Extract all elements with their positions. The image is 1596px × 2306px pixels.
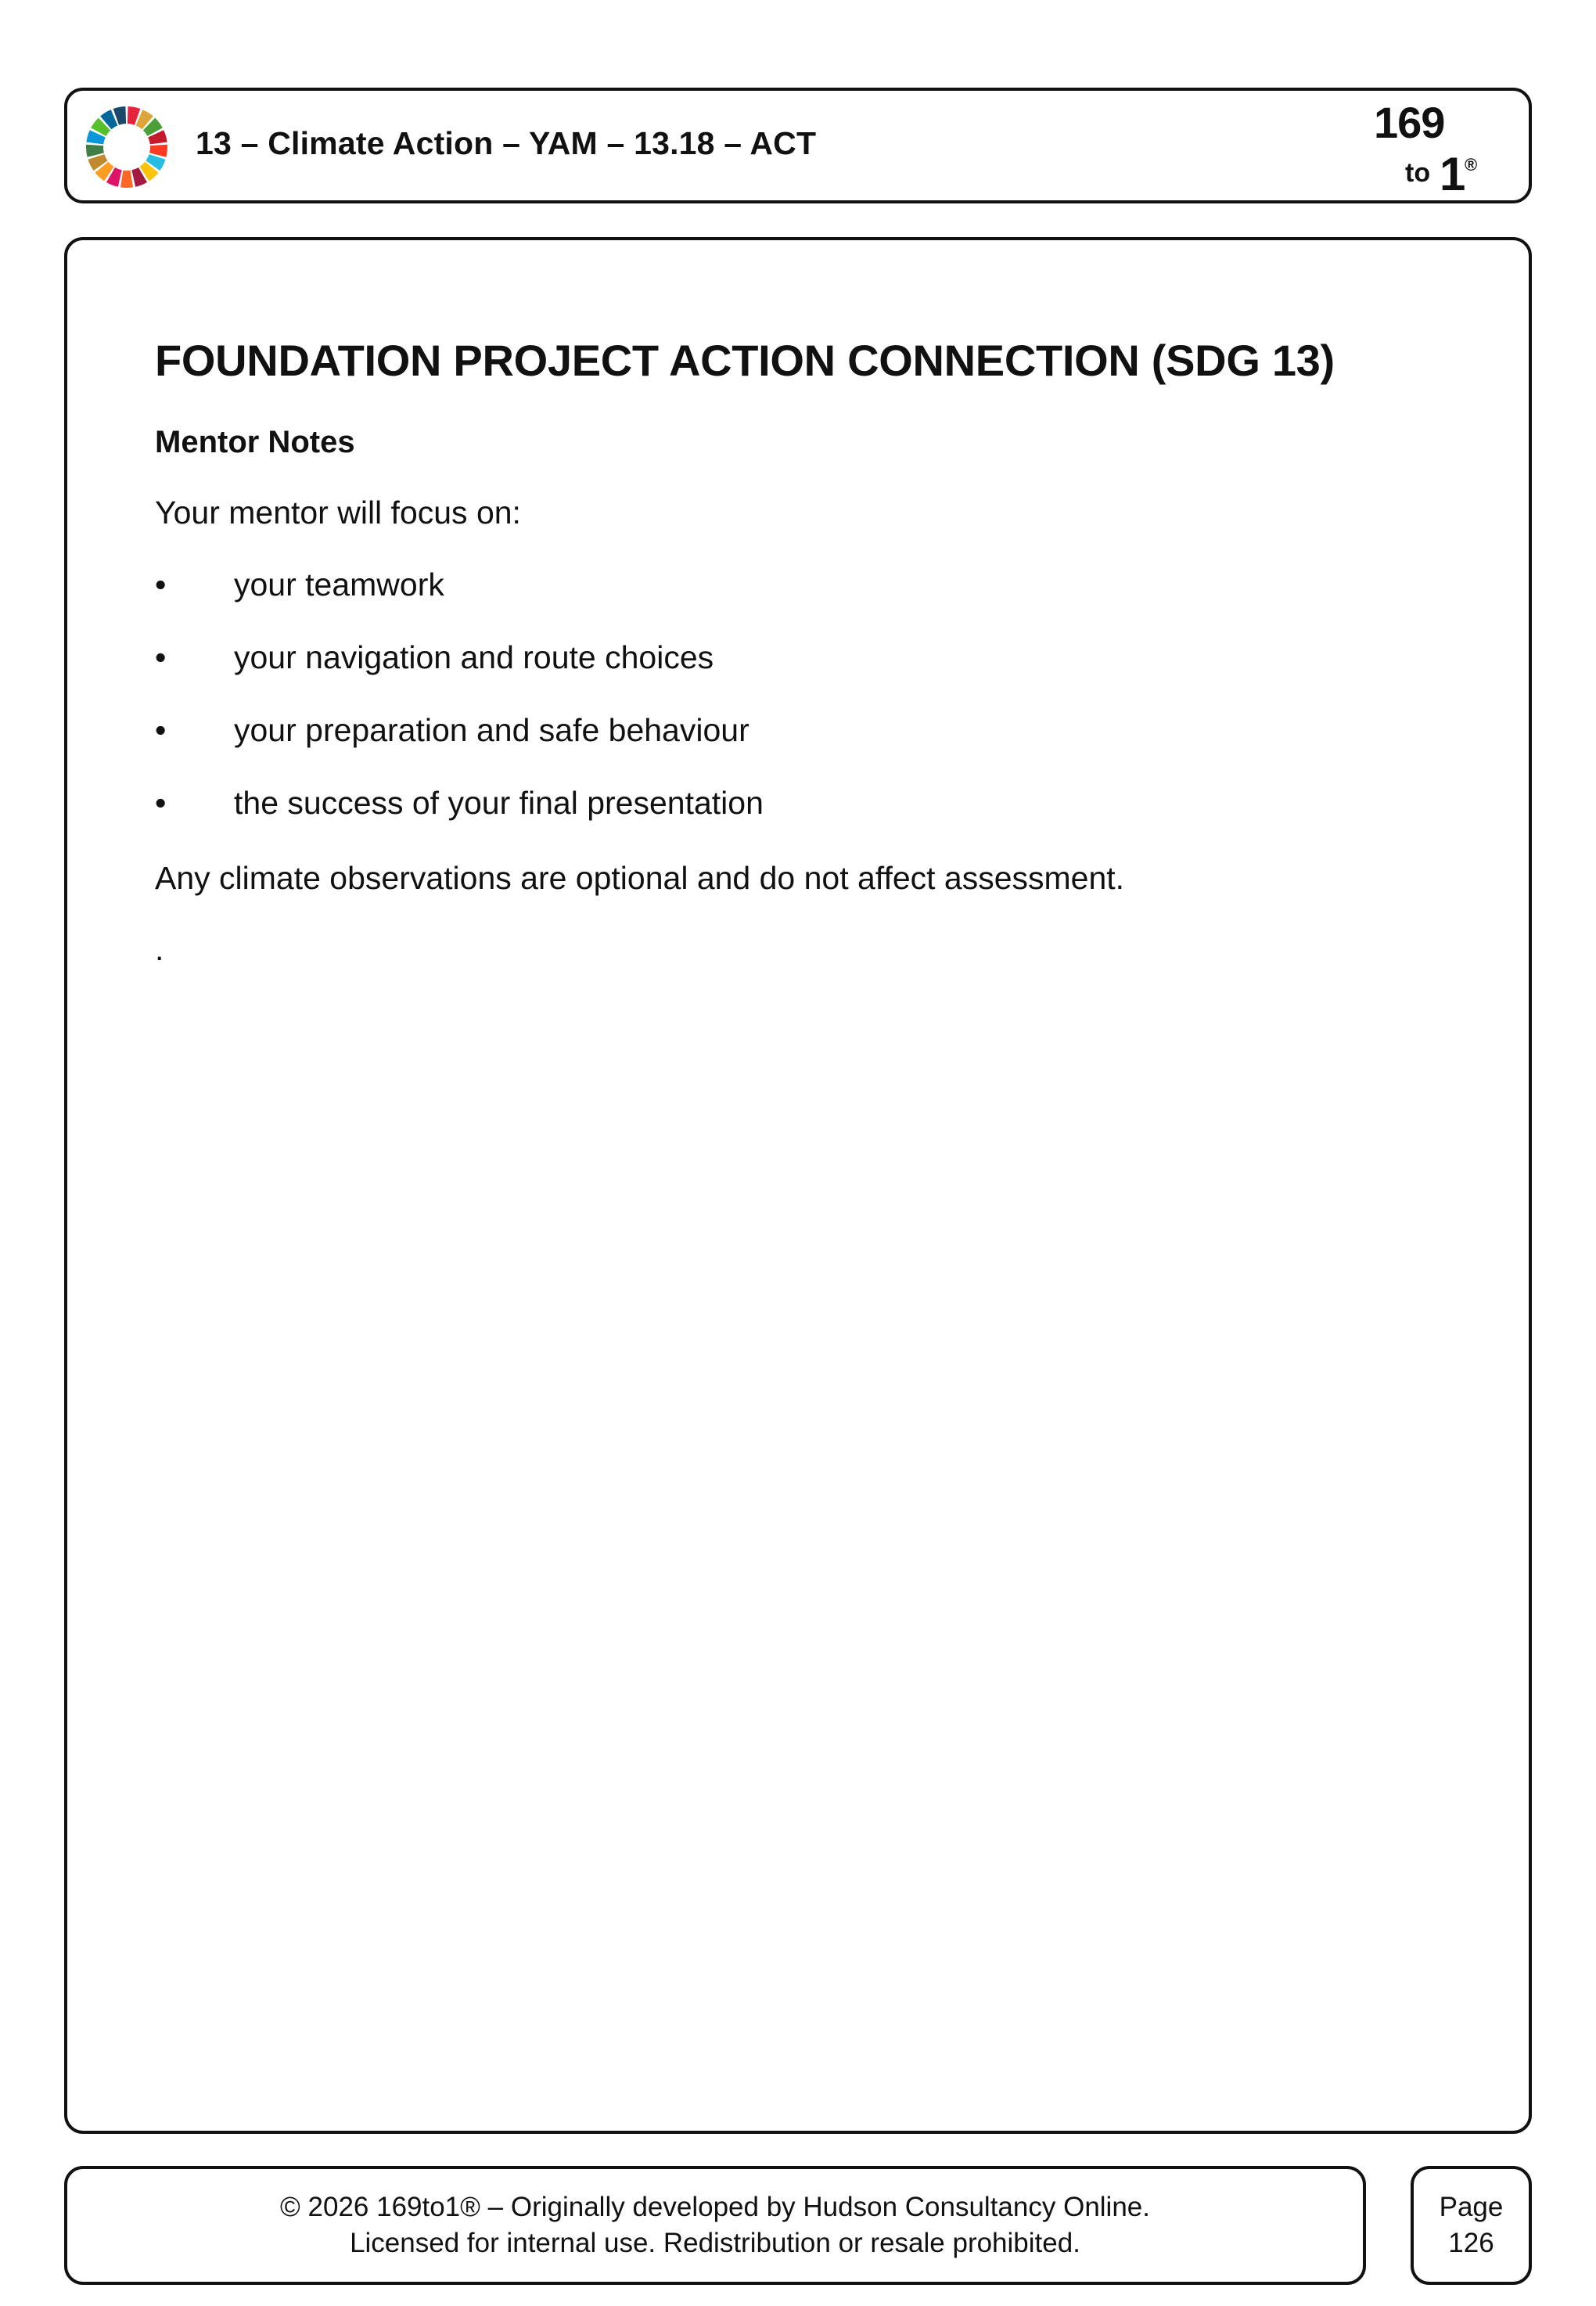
intro-text: Your mentor will focus on: <box>155 495 521 531</box>
brand-logo-one: 1 <box>1440 148 1466 200</box>
brand-logo-top: 169 <box>1374 98 1445 147</box>
list-item-text: your preparation and safe behaviour <box>234 712 749 748</box>
page-title: FOUNDATION PROJECT ACTION CONNECTION (SDG 13) <box>155 336 1335 385</box>
assessment-note: Any climate observations are optional and do not affect assessment. <box>155 860 1125 896</box>
header-title: 13 – Climate Action – YAM – 13.18 – ACT <box>196 125 817 161</box>
bullet-icon: • <box>155 785 167 821</box>
bullet-icon: • <box>155 567 167 603</box>
page-label: Page <box>1439 2192 1504 2222</box>
brand-logo-registered: ® <box>1465 155 1478 174</box>
footer-copyright <box>64 2166 1366 2285</box>
section-subheading: Mentor Notes <box>155 425 355 459</box>
page-number: 126 <box>1448 2228 1494 2258</box>
brand-logo-169to1 <box>1361 92 1486 202</box>
bullet-icon: • <box>155 639 167 675</box>
brand-logo-to: to <box>1405 158 1431 188</box>
trailing-period: . <box>155 931 164 967</box>
sdg-wheel-segment <box>120 171 133 188</box>
copyright-line-2: Licensed for internal use. Redistribution or resale prohibited. <box>350 2228 1080 2258</box>
list-item-text: your navigation and route choices <box>234 639 714 675</box>
sdg-color-wheel-icon <box>84 105 169 189</box>
list-item-text: the success of your final presentation <box>234 785 764 821</box>
page-number-box <box>1411 2166 1532 2285</box>
list-item-text: your teamwork <box>234 567 444 603</box>
copyright-line-1: © 2026 169to1® – Originally developed by Hudson Consultancy Online. <box>280 2192 1150 2222</box>
bullet-icon: • <box>155 712 167 748</box>
